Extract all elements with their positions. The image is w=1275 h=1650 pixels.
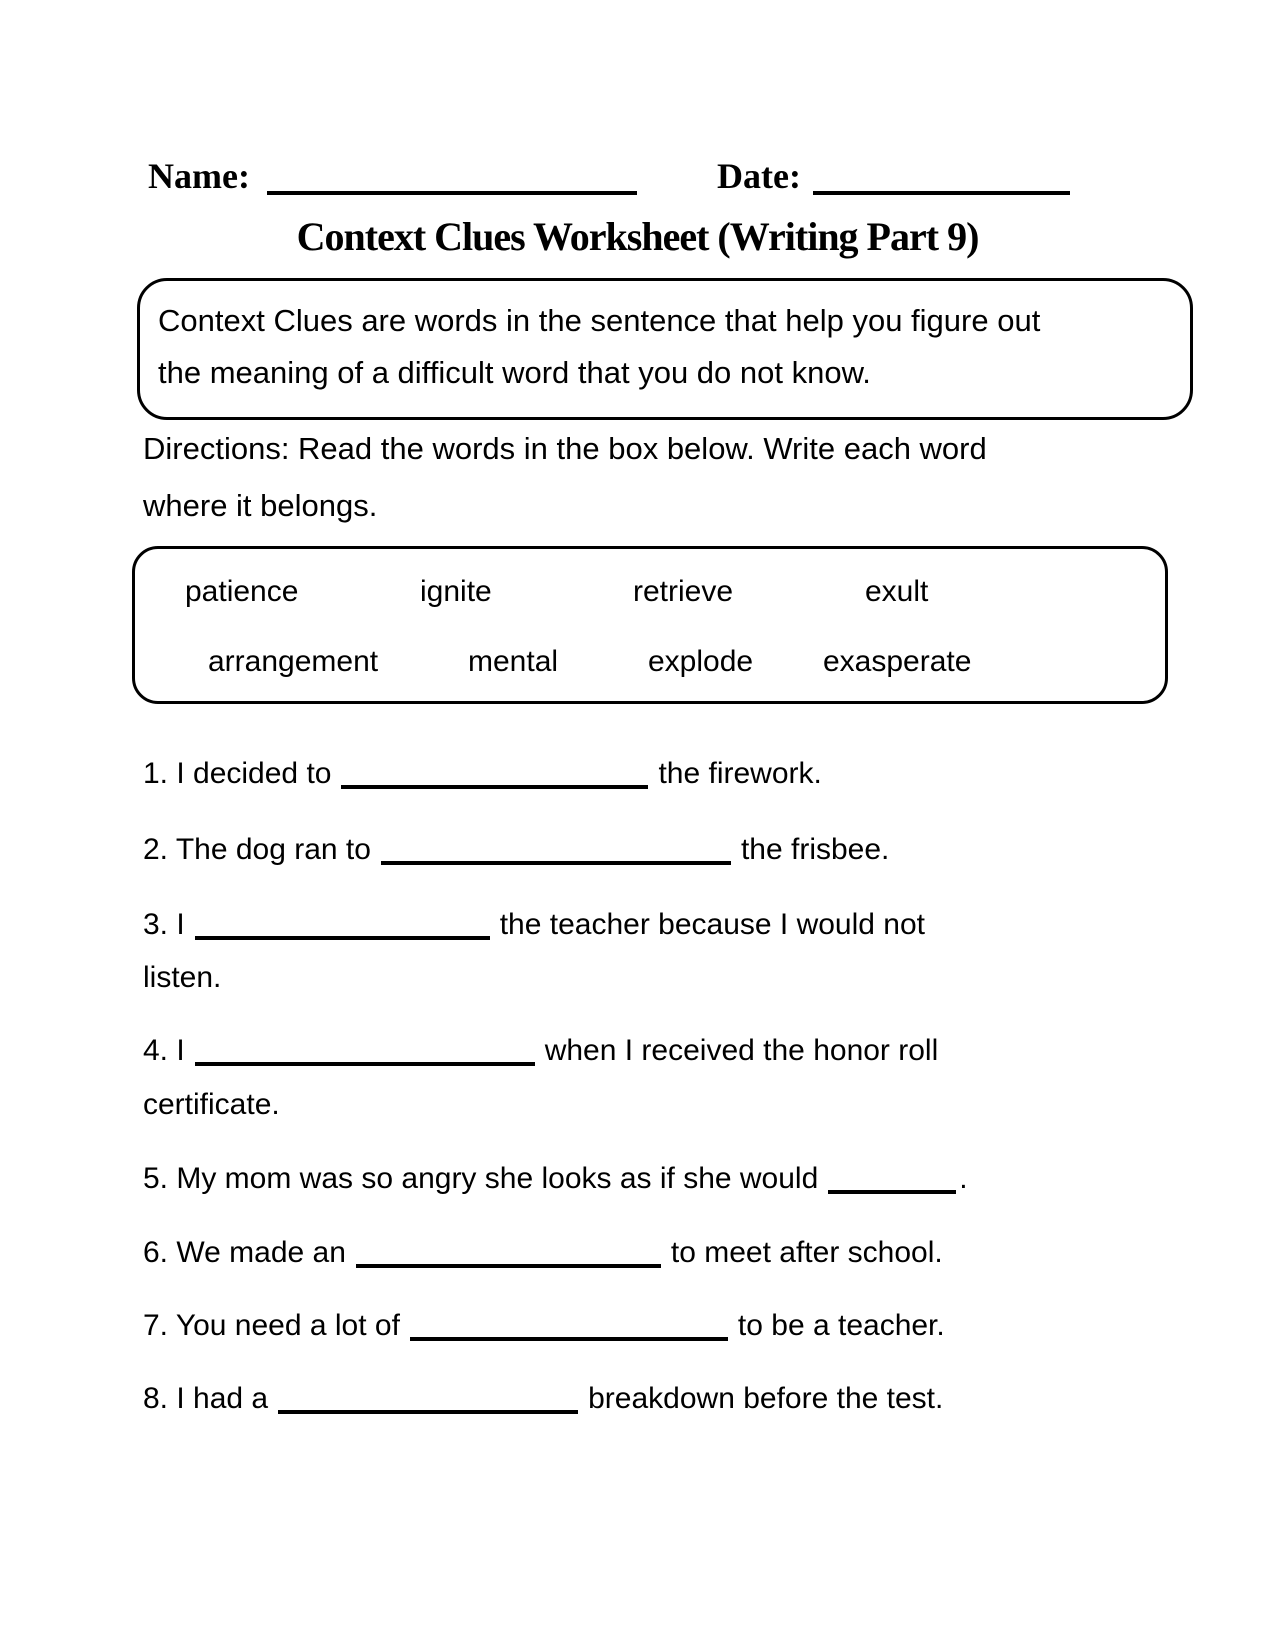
question-1-blank bbox=[341, 755, 648, 789]
question-5 bbox=[143, 1160, 968, 1196]
question-7 bbox=[143, 1307, 945, 1343]
question-8-blank bbox=[278, 1380, 578, 1414]
word-bank-item: retrieve bbox=[633, 575, 734, 608]
question-7-text-before: 7. You need a lot of bbox=[143, 1309, 400, 1342]
question-8 bbox=[143, 1380, 943, 1416]
name-label: Name: bbox=[148, 156, 250, 196]
question-1-text-before: 1. I decided to bbox=[143, 757, 332, 790]
date-label: Date: bbox=[717, 156, 801, 196]
question-4-blank bbox=[195, 1032, 535, 1066]
question-4 bbox=[143, 1032, 938, 1068]
word-bank-item: exasperate bbox=[823, 645, 972, 678]
date-blank-line bbox=[813, 191, 1070, 195]
word-bank-item: patience bbox=[185, 575, 299, 608]
definition-box bbox=[137, 278, 1193, 420]
word-bank-item: ignite bbox=[420, 575, 492, 608]
definition-line-2: the meaning of a difficult word that you do not know. bbox=[158, 355, 871, 390]
question-6 bbox=[143, 1234, 943, 1270]
directions-text bbox=[143, 420, 987, 534]
name-blank-line bbox=[267, 191, 637, 195]
directions-line-1: Directions: Read the words in the box below. Write each word bbox=[143, 431, 987, 466]
question-6-blank bbox=[356, 1234, 661, 1268]
question-1-text-after: the firework. bbox=[658, 757, 822, 790]
question-2-text-before: 2. The dog ran to bbox=[143, 833, 371, 866]
question-7-blank bbox=[410, 1307, 728, 1341]
question-6-text-after: to meet after school. bbox=[670, 1236, 943, 1269]
question-1 bbox=[143, 755, 822, 791]
question-5-text-before: 5. My mom was so angry she looks as if she would bbox=[143, 1162, 819, 1195]
question-8-text-before: 8. I had a bbox=[143, 1382, 269, 1415]
question-4-line-2: certificate. bbox=[143, 1088, 280, 1121]
question-4-text-after: when I received the honor roll bbox=[544, 1034, 939, 1067]
word-bank-item: explode bbox=[648, 645, 754, 678]
question-4-text-before: 4. I bbox=[143, 1034, 185, 1067]
question-3-blank bbox=[195, 906, 490, 940]
question-3 bbox=[143, 906, 925, 942]
question-6-text-before: 6. We made an bbox=[143, 1236, 346, 1269]
question-3-text-after: the teacher because I would not bbox=[499, 908, 925, 941]
directions-line-2: where it belongs. bbox=[143, 488, 378, 523]
worksheet-title: Context Clues Worksheet (Writing Part 9) bbox=[296, 214, 979, 259]
question-5-text-after: . bbox=[959, 1162, 968, 1195]
question-2-blank bbox=[381, 831, 731, 865]
word-bank-item: mental bbox=[468, 645, 559, 678]
word-bank-box bbox=[132, 546, 1168, 704]
word-bank-item: arrangement bbox=[208, 645, 379, 678]
name-date-row bbox=[0, 155, 1275, 215]
definition-line-1: Context Clues are words in the sentence that help you figure out bbox=[158, 303, 1041, 338]
question-7-text-after: to be a teacher. bbox=[737, 1309, 945, 1342]
question-2-text-after: the frisbee. bbox=[740, 833, 890, 866]
question-3-line-2: listen. bbox=[143, 961, 222, 994]
question-8-text-after: breakdown before the test. bbox=[588, 1382, 944, 1415]
question-5-blank bbox=[828, 1160, 956, 1194]
question-2 bbox=[143, 831, 889, 867]
question-3-text-before: 3. I bbox=[143, 908, 185, 941]
word-bank-item: exult bbox=[865, 575, 929, 608]
